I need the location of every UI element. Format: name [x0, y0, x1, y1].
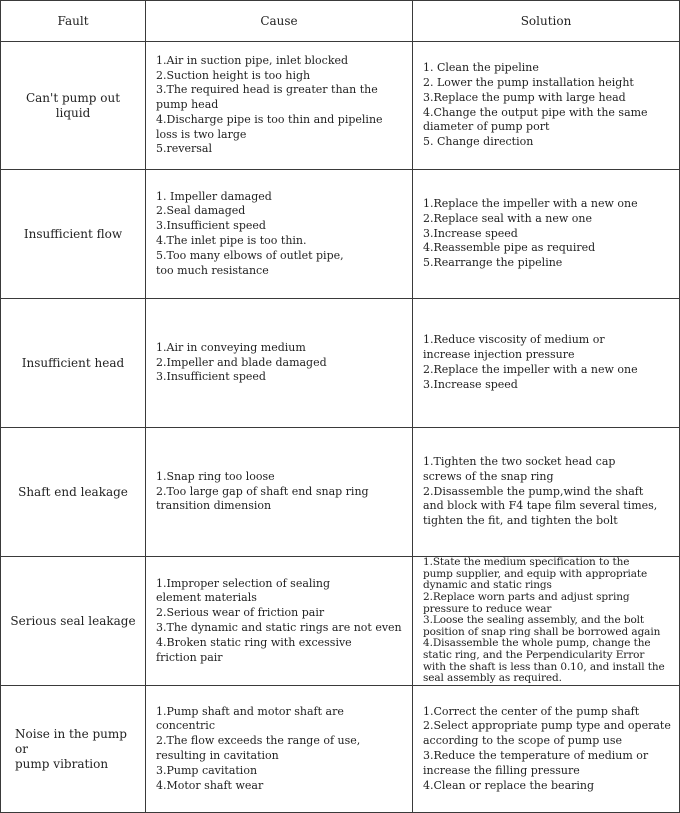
list-item: 4.Change the output pipe with the same diameter of pump port	[423, 105, 648, 134]
list-item: 2. Lower the pump installation height	[423, 75, 634, 89]
list-item: 2.Replace worn parts and adjust spring pressure to reduce wear	[423, 591, 630, 615]
list-item: 2.Impeller and blade damaged	[156, 355, 327, 369]
list-item: 4.Reassemble pipe as required	[423, 241, 596, 255]
solution-list	[423, 705, 673, 794]
list-item: 3.Pump cavitation	[156, 763, 258, 777]
list-item: 1.Correct the center of the pump shaft	[423, 704, 640, 718]
list-item: 1. Clean the pipeline	[423, 61, 539, 75]
solution-cell	[413, 428, 680, 557]
list-item: 3.Insufficient speed	[156, 219, 266, 233]
list-item: 1.State the medium specification to the pump supplier, and equip with appropriate dynamic and static rings	[423, 556, 648, 592]
list-item: 3.Reduce the temperature of medium or increase the filling pressure	[423, 749, 649, 777]
cause-cell	[146, 42, 413, 170]
table-row	[1, 557, 680, 686]
fault-cell: Insufficient head	[1, 299, 146, 428]
list-item: 5.Too many elbows of outlet pipe, too much resistance	[156, 248, 344, 277]
cause-list	[156, 705, 406, 794]
list-item: 2.Serious wear of friction pair	[156, 606, 325, 620]
list-item: 4.Disassemble the whole pump, change the static ring, and the Perpendicularity Error with the shaft is less than 0.10, and install the seal assembly as required.	[423, 637, 665, 685]
fault-cell: Noise in the pump or pump vibration	[1, 686, 146, 813]
solution-cell	[413, 557, 680, 686]
list-item: 2.Seal damaged	[156, 204, 246, 218]
table-row	[1, 299, 680, 428]
list-item: 1. Impeller damaged	[156, 189, 272, 203]
solution-cell	[413, 686, 680, 813]
list-item: 4.Clean or replace the bearing	[423, 778, 595, 792]
solution-list	[423, 61, 673, 150]
list-item: 3.The dynamic and static rings are not even	[156, 621, 402, 634]
table-row	[1, 170, 680, 299]
list-item: 5.Rearrange the pipeline	[423, 256, 563, 270]
cause-list	[156, 577, 406, 666]
table-row	[1, 686, 680, 813]
cause-list	[156, 190, 406, 279]
fault-cell: Can't pump out liquid	[1, 42, 146, 170]
solution-cell	[413, 42, 680, 170]
list-item: 1.Replace the impeller with a new one	[423, 197, 638, 210]
list-item: 2.Disassemble the pump,wind the shaft and block with F4 tape film several times, tighten the fit, and tighten the bolt	[423, 484, 658, 528]
list-item: 3.Insufficient speed	[156, 370, 266, 384]
cause-cell	[146, 428, 413, 557]
header-row	[1, 1, 680, 42]
list-item: 5. Change direction	[423, 135, 534, 149]
list-item: 1.Reduce viscosity of medium or increase injection pressure	[423, 333, 605, 362]
cause-list	[156, 54, 406, 158]
list-item: 3.Increase speed	[423, 377, 518, 391]
list-item: 1.Pump shaft and motor shaft are concentric	[156, 704, 348, 733]
solution-cell	[413, 299, 680, 428]
cause-cell	[146, 299, 413, 428]
list-item: 3.Loose the sealing assembly, and the bolt position of snap ring shall be borrowed again	[423, 614, 661, 638]
list-item: 1.Snap ring too loose	[156, 469, 275, 483]
list-item: 2.Suction height is too high	[156, 68, 311, 82]
solution-header: Solution	[413, 1, 680, 42]
list-item: 4.Discharge pipe is too thin and pipeline loss is two large	[156, 112, 383, 141]
list-item: 1.Air in suction pipe, inlet blocked	[156, 53, 349, 67]
list-item: 1.Air in conveying medium	[156, 340, 306, 354]
list-item: 2.Too large gap of shaft end snap ring transition dimension	[156, 484, 369, 513]
cause-header: Cause	[146, 1, 413, 42]
list-item: 2.The flow exceeds the range of use, resulting in cavitation	[156, 734, 361, 762]
list-item: 2.Replace the impeller with a new one	[423, 363, 638, 376]
list-item: 4.The inlet pipe is too thin.	[156, 234, 307, 247]
list-item: 4.Broken static ring with excessive friction pair	[156, 635, 352, 664]
solution-list	[423, 455, 673, 529]
fault-header: Fault	[1, 1, 146, 42]
list-item: 4.Motor shaft wear	[156, 778, 264, 792]
list-item: 3.Replace the pump with large head	[423, 90, 626, 104]
cause-cell	[146, 686, 413, 813]
list-item: 1.Tighten the two socket head cap screws of the snap ring	[423, 455, 616, 483]
solution-list	[423, 197, 673, 271]
table-row	[1, 42, 680, 170]
solution-cell	[413, 170, 680, 299]
list-item: 2.Select appropriate pump type and operate according to the scope of pump use	[423, 719, 671, 748]
fault-cell: Insufficient flow	[1, 170, 146, 299]
list-item: 3.Increase speed	[423, 226, 518, 240]
cause-cell	[146, 170, 413, 299]
solution-list	[423, 557, 673, 685]
table-row	[1, 428, 680, 557]
fault-cell: Shaft end leakage	[1, 428, 146, 557]
cause-cell	[146, 557, 413, 686]
list-item: 3.The required head is greater than the pump head	[156, 83, 378, 112]
solution-list	[423, 333, 673, 392]
cause-list	[156, 341, 406, 385]
list-item: 5.reversal	[156, 142, 212, 156]
fault-cell: Serious seal leakage	[1, 557, 146, 686]
cause-list	[156, 470, 406, 514]
list-item: 2.Replace seal with a new one	[423, 211, 593, 225]
list-item: 1.Improper selection of sealing element materials	[156, 576, 331, 605]
